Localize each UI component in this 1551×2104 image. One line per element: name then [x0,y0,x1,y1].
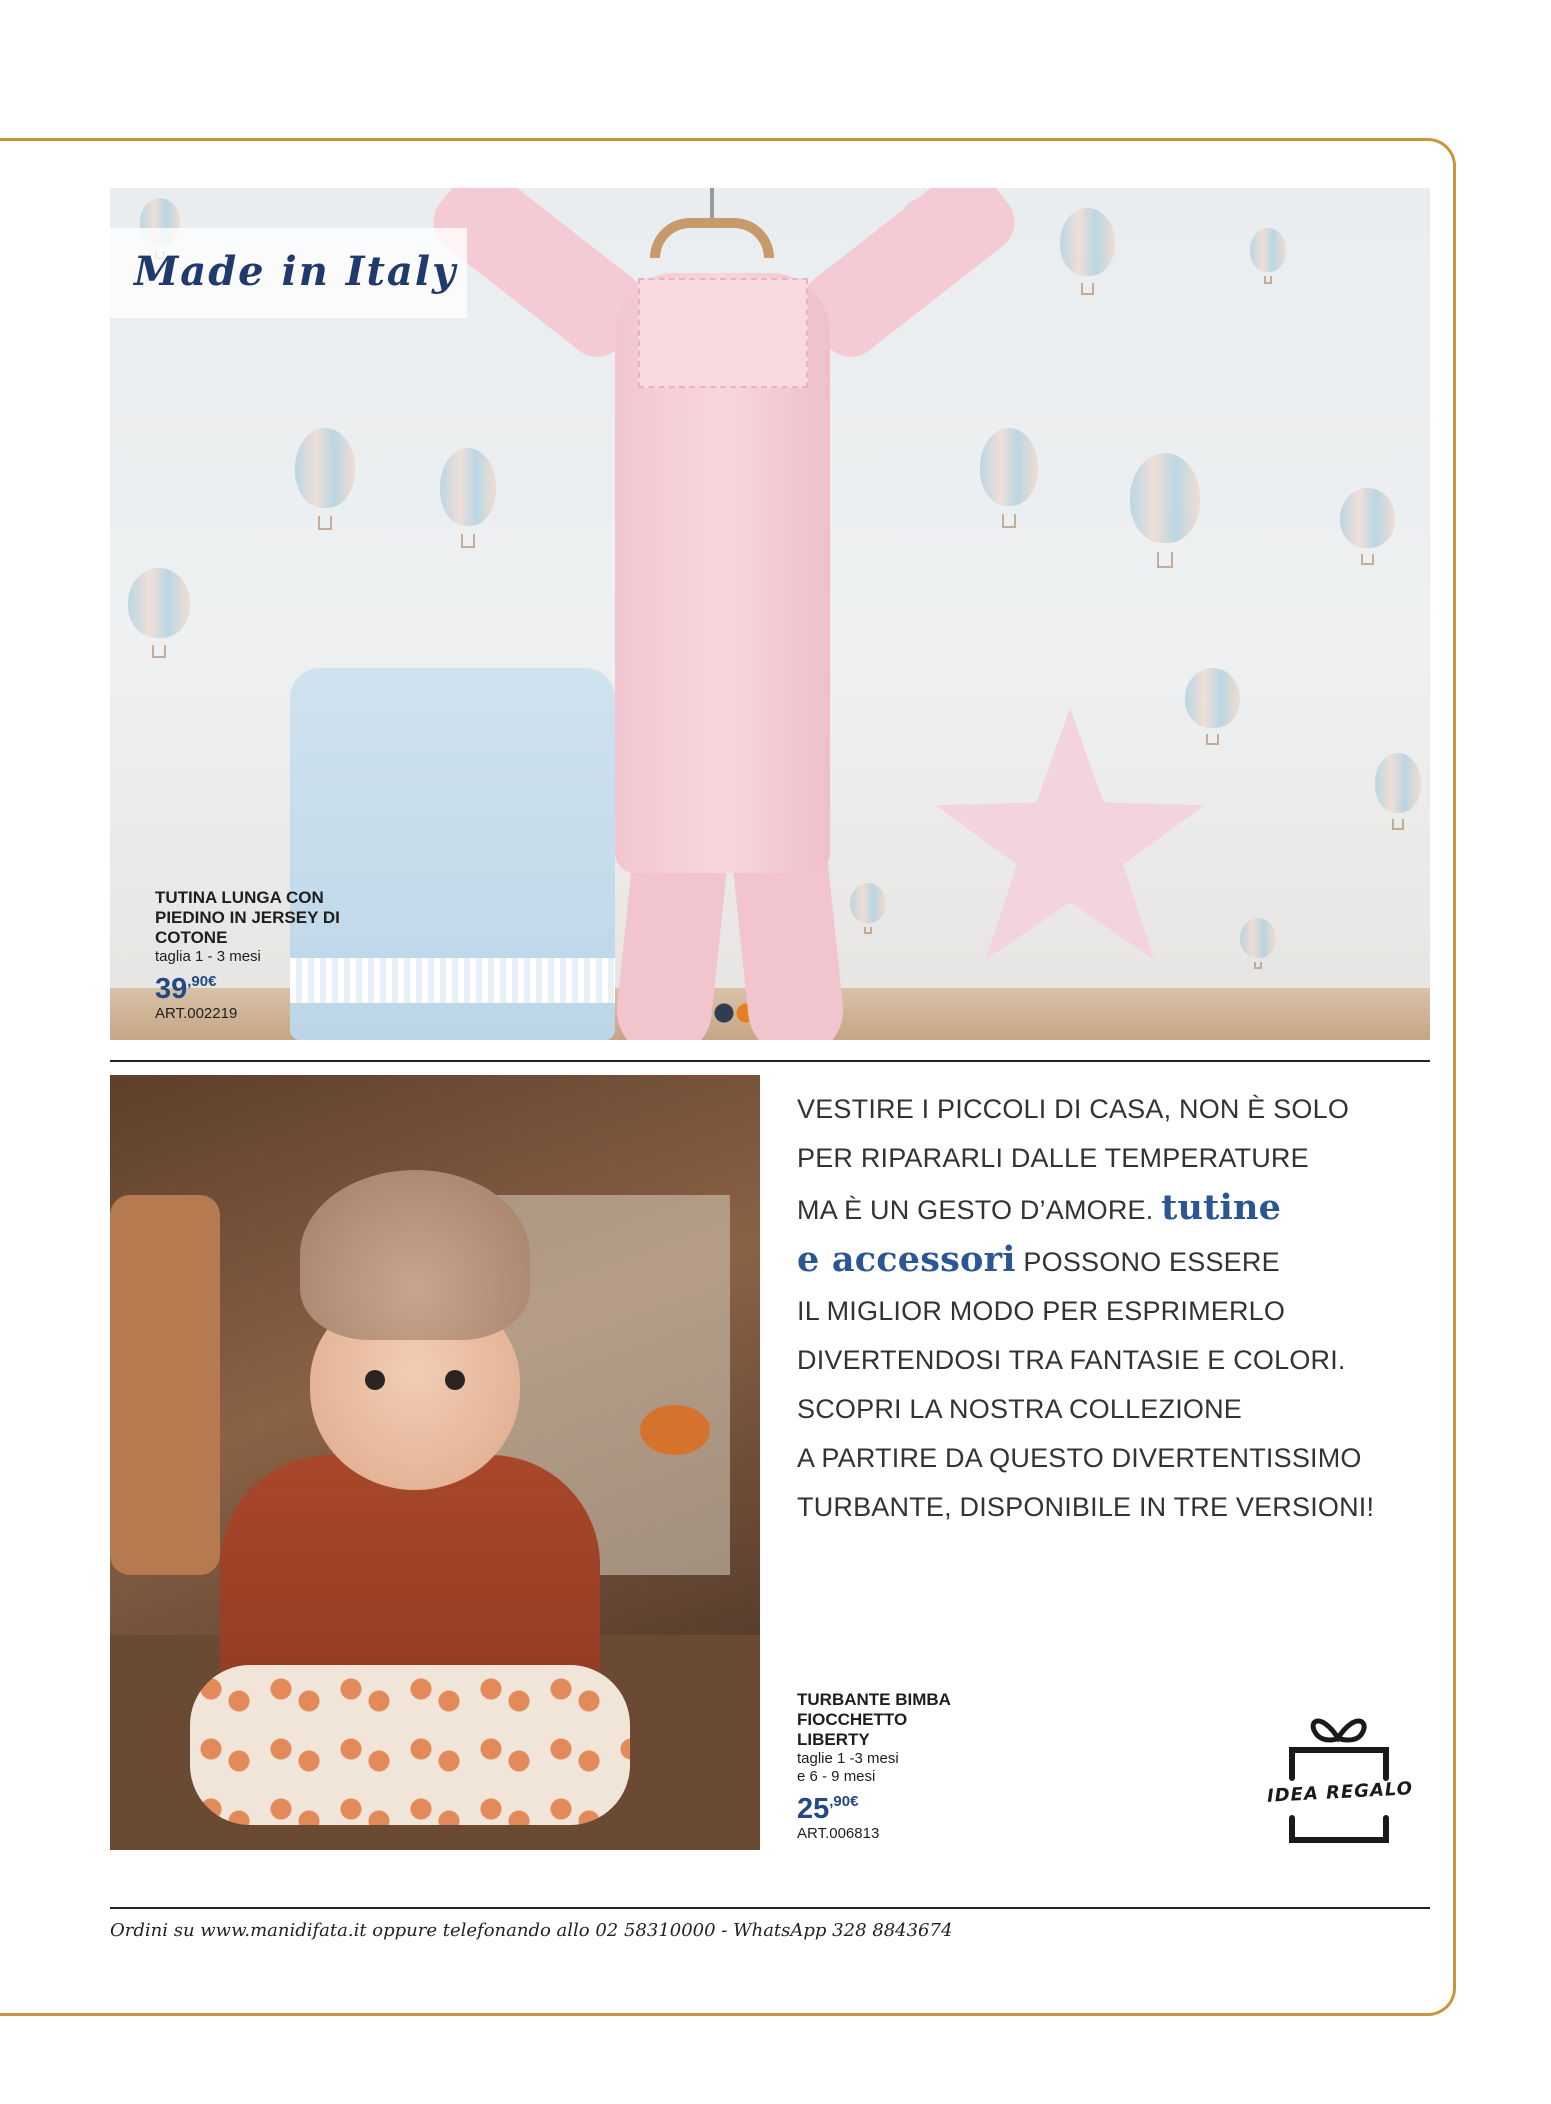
description-text [797,1085,1417,1532]
baby-pants [190,1665,630,1825]
frame-bottom-line [0,2013,1428,2016]
frame-right-line [1453,163,1456,1990]
description-line [797,1183,1417,1235]
description-line: IL MIGLIOR MODO PER ESPRIMERLO [797,1296,1286,1326]
product-sizes: taglia 1 - 3 mesi [155,948,261,965]
price-decimal: ,90€ [829,1793,859,1810]
balloon-decoration [1130,453,1200,543]
hanger [650,218,774,258]
baby-eye [445,1370,465,1390]
description-text-segment: POSSONO ESSERE [1015,1247,1280,1277]
pink-star-pillow [930,708,1210,978]
product-price [797,1786,1017,1825]
balloon-decoration [850,883,886,923]
hanger-hook [710,188,714,218]
product-title-line: PIEDINO IN JERSEY DI [155,908,340,927]
balloon-decoration [1185,668,1240,728]
price-integer: 39 [155,973,188,1005]
description-line: DIVERTENDOSI TRA FANTASIE E COLORI. [797,1345,1346,1375]
product-caption-onesie [155,888,365,1023]
product-title-line: TUTINA LUNGA CON [155,888,324,907]
baby-turban [300,1170,530,1340]
product-title-line: TURBANTE BIMBA [797,1690,951,1709]
product-price [155,966,365,1005]
balloon-decoration [295,428,355,508]
description-line: SCOPRI LA NOSTRA COLLEZIONE [797,1394,1243,1424]
product-caption-turban [797,1690,1017,1843]
balloon-decoration [1250,228,1286,272]
gift-idea-badge [1250,1700,1430,1850]
frame-top-line [0,138,1428,141]
price-integer: 25 [797,1793,830,1825]
frame-corner-top-right [1406,138,1456,188]
description-line: A PARTIRE DA QUESTO DIVERTENTISSIMO [797,1443,1362,1473]
product-article-code: ART.006813 [797,1825,880,1842]
section-divider [110,1060,1430,1062]
footer-divider [110,1907,1430,1909]
description-line: PER RIPARARLI DALLE TEMPERATURE [797,1143,1309,1173]
frame-corner-bottom-right [1406,1966,1456,2016]
knit-blanket [110,1195,220,1575]
baby-eye [365,1370,385,1390]
balloon-decoration [1060,208,1115,276]
description-text-segment: MA È UN GESTO D’AMORE. [797,1195,1162,1225]
description-line [797,1235,1417,1287]
product-article-code: ART.002219 [155,1005,238,1022]
balloon-decoration [1375,753,1421,813]
gift-icon [1250,1700,1430,1850]
balloon-decoration [980,428,1038,506]
baby-turban-photo [110,1075,760,1850]
product-title-line: LIBERTY [797,1730,870,1749]
balloon-decoration [1240,918,1276,958]
footer-order-info: Ordini su www.manidifata.it oppure telefonando allo 02 58310000 - WhatsApp 328 8843674 [110,1920,953,1941]
highlight-tutine: tutine [1161,1187,1282,1228]
description-line: TURBANTE, DISPONIBILE IN TRE VERSIONI! [797,1492,1375,1522]
balloon-decoration [1340,488,1395,548]
balloon-decoration [128,568,190,638]
pumpkin-decoration [640,1405,710,1455]
banner-text: Made in Italy [134,248,458,295]
highlight-accessori: e accessori [797,1239,1016,1280]
made-in-italy-banner [110,228,467,318]
price-decimal: ,90€ [187,973,217,990]
description-line: VESTIRE I PICCOLI DI CASA, NON È SOLO [797,1094,1350,1124]
product-sizes: e 6 - 9 mesi [797,1768,876,1785]
product-photo-onesie [110,188,1430,1040]
product-sizes: taglie 1 -3 mesi [797,1750,899,1767]
gift-idea-text: IDEA REGALO [1266,1778,1414,1807]
product-title-line: COTONE [155,928,228,947]
balloon-decoration [440,448,496,526]
product-title-line: FIOCCHETTO [797,1710,908,1729]
onesie-smocked-yoke [638,278,808,388]
